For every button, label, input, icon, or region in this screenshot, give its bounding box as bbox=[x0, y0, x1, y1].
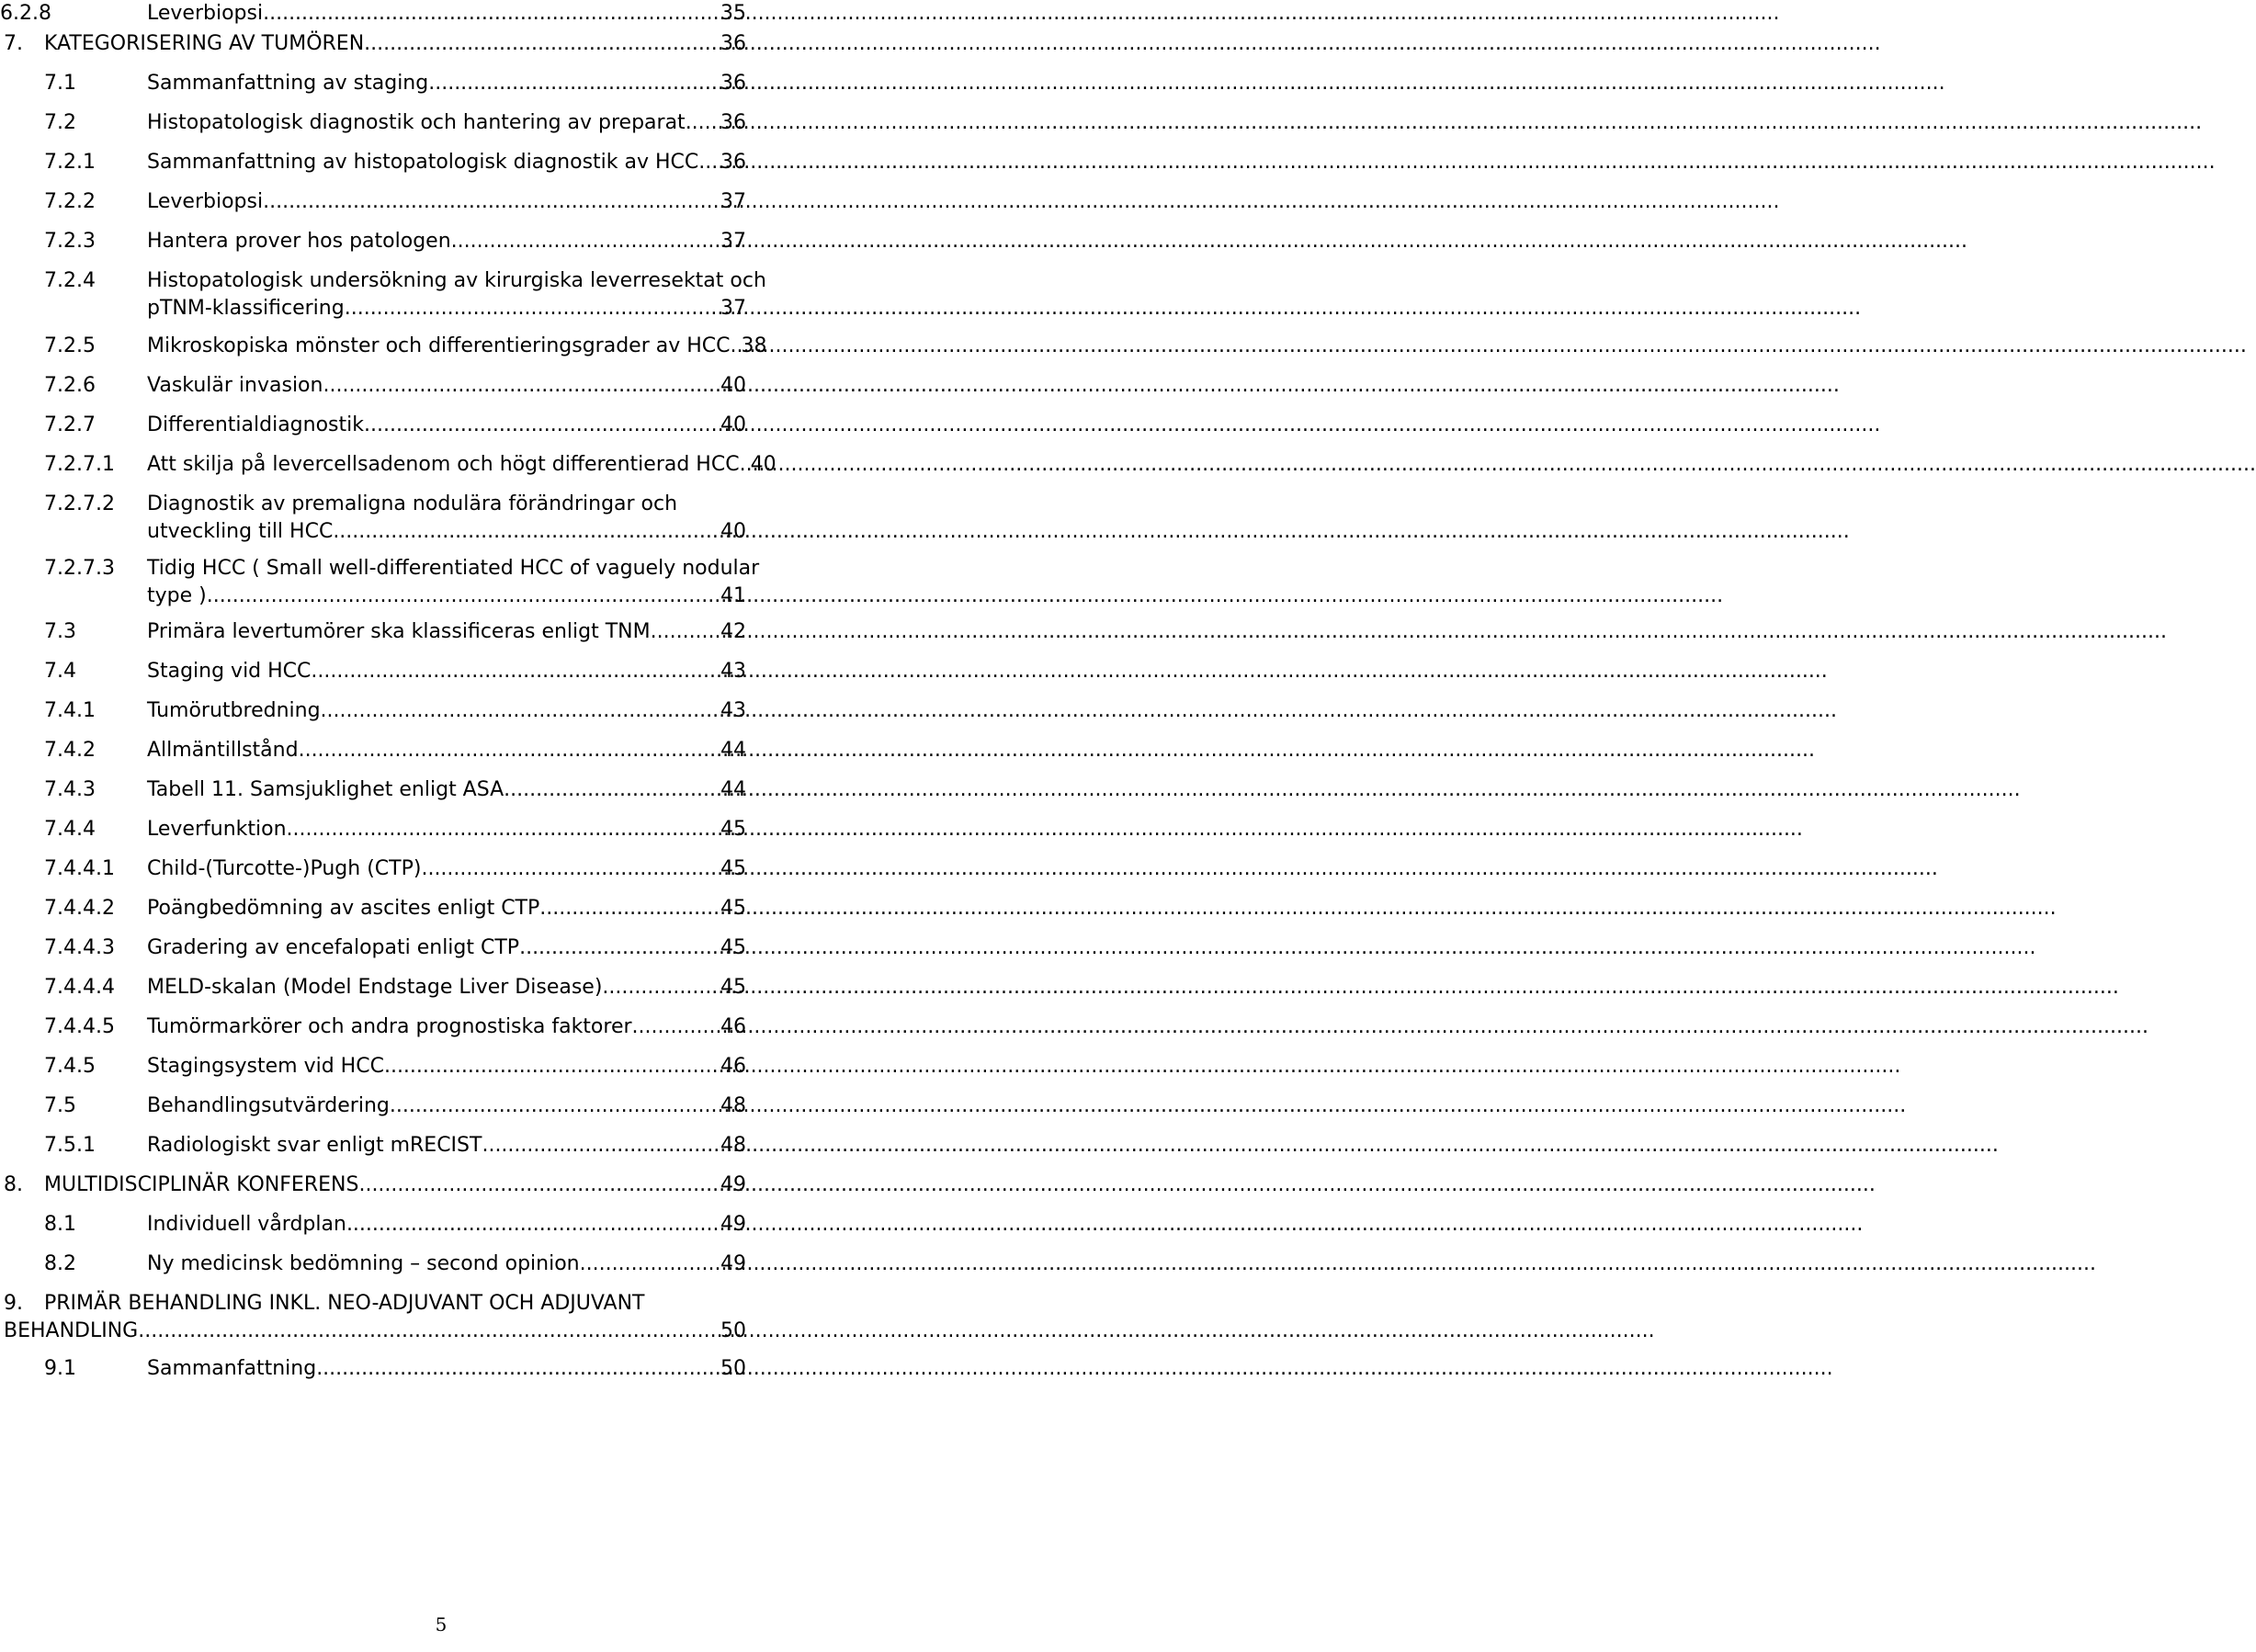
toc-entry-title: MELD-skalan (Model Endstage Liver Disease) bbox=[147, 976, 603, 999]
toc-entry-number: 7.5 bbox=[44, 1094, 76, 1117]
toc-entry-number: 7.4.4 bbox=[44, 818, 96, 841]
toc-entry-title: Gradering av encefalopati enligt CTP bbox=[147, 936, 520, 959]
toc-leader-dots bbox=[333, 518, 719, 546]
toc-entry[interactable] bbox=[44, 1053, 746, 1081]
toc-entry-number: 7. bbox=[4, 32, 23, 55]
toc-entry[interactable] bbox=[44, 1013, 746, 1041]
toc-leader-dots bbox=[390, 1092, 719, 1120]
table-of-contents bbox=[0, 0, 882, 1652]
toc-entry-title: Leverfunktion bbox=[147, 818, 287, 841]
toc-entry-page: 41 bbox=[720, 584, 746, 607]
toc-entry-page: 37 bbox=[720, 190, 746, 213]
toc-entry[interactable] bbox=[44, 618, 746, 646]
toc-entry-title: Individuell vårdplan bbox=[147, 1213, 346, 1236]
toc-entry[interactable] bbox=[44, 974, 746, 1001]
toc-entry-title: Radiologiskt svar enligt mRECIST bbox=[147, 1134, 482, 1157]
toc-entry-page: 50 bbox=[720, 1357, 746, 1380]
toc-entry-title: Att skilja på levercellsadenom och högt differentierad HCC bbox=[147, 453, 740, 476]
toc-entry-title: BEHANDLING bbox=[4, 1319, 139, 1342]
toc-entry-page: 45 bbox=[720, 976, 746, 999]
toc-entry[interactable] bbox=[44, 149, 746, 176]
toc-entry-page: 46 bbox=[720, 1015, 746, 1038]
toc-entry-page: 49 bbox=[720, 1173, 746, 1196]
toc-entry-page: 45 bbox=[720, 818, 746, 841]
toc-entry-title-line1: PRIMÄR BEHANDLING INKL. NEO-ADJUVANT OCH ADJUVANT bbox=[44, 1292, 645, 1315]
toc-entry-title: type ) bbox=[147, 584, 207, 607]
toc-entry[interactable] bbox=[44, 934, 746, 962]
toc-entry-number: 8.1 bbox=[44, 1213, 76, 1236]
toc-entry-title: Tabell 11. Samsjuklighet enligt ASA bbox=[147, 778, 504, 801]
toc-entry-page: 36 bbox=[720, 32, 746, 55]
toc-leader-dots bbox=[482, 1132, 719, 1160]
toc-entry-number: 7.2.5 bbox=[44, 334, 96, 357]
toc-entry-title: Behandlingsutvärdering bbox=[147, 1094, 390, 1117]
toc-entry[interactable] bbox=[44, 658, 746, 685]
toc-leader-dots bbox=[740, 451, 749, 479]
toc-leader-dots bbox=[731, 333, 740, 360]
toc-entry-page: 49 bbox=[720, 1213, 746, 1236]
toc-entry-number: 7.2.4 bbox=[44, 269, 96, 292]
toc-entry[interactable] bbox=[44, 333, 767, 360]
toc-entry-title: Tumörmarkörer och andra prognostiska faktorer bbox=[147, 1015, 632, 1038]
toc-entry[interactable] bbox=[44, 1250, 746, 1278]
toc-entry-number: 7.2.1 bbox=[44, 151, 96, 174]
toc-entry[interactable] bbox=[44, 412, 746, 439]
toc-entry-number: 7.2.7 bbox=[44, 413, 96, 436]
toc-leader-dots bbox=[287, 816, 719, 843]
toc-leader-dots bbox=[651, 618, 719, 646]
toc-entry[interactable] bbox=[4, 1171, 746, 1199]
toc-leader-dots bbox=[698, 149, 719, 176]
toc-entry-title-line1: Tidig HCC ( Small well-differentiated HCC of vaguely nodular bbox=[147, 557, 760, 580]
toc-entry-page: 43 bbox=[720, 699, 746, 722]
toc-entry-title: Hantera prover hos patologen bbox=[147, 230, 451, 253]
toc-entry[interactable] bbox=[44, 109, 746, 137]
toc-leader-dots bbox=[321, 697, 719, 725]
toc-entry-page: 40 bbox=[750, 453, 777, 476]
toc-entry-title: Differentialdiagnostik bbox=[147, 413, 364, 436]
toc-leader-dots bbox=[263, 188, 719, 216]
toc-entry[interactable] bbox=[44, 776, 746, 804]
toc-entry-number: 7.3 bbox=[44, 620, 76, 643]
toc-entry-title: Sammanfattning av histopatologisk diagnostik av HCC bbox=[147, 151, 699, 174]
toc-entry-number: 7.4.4.3 bbox=[44, 936, 115, 959]
toc-leader-dots bbox=[138, 1318, 719, 1345]
toc-leader-dots bbox=[686, 109, 719, 137]
toc-entry-title: Mikroskopiska mönster och differentieringsgrader av HCC bbox=[147, 334, 731, 357]
toc-entry-page: 49 bbox=[720, 1252, 746, 1275]
toc-entry-number: 7.4 bbox=[44, 660, 76, 683]
toc-entry[interactable] bbox=[4, 30, 746, 58]
toc-entry[interactable] bbox=[44, 737, 746, 764]
toc-leader-dots bbox=[428, 70, 719, 97]
toc-entry-page: 40 bbox=[720, 520, 746, 543]
toc-entry-page: 36 bbox=[720, 72, 746, 95]
toc-leader-dots bbox=[316, 1355, 719, 1383]
toc-entry-number: 7.2.3 bbox=[44, 230, 96, 253]
toc-entry[interactable] bbox=[44, 1092, 746, 1120]
toc-entry-number: 7.4.3 bbox=[44, 778, 96, 801]
toc-entry-page: 42 bbox=[720, 620, 746, 643]
toc-entry-title-line1: Histopatologisk undersökning av kirurgiska leverresektat och bbox=[147, 269, 766, 292]
toc-entry-number: 7.4.4.2 bbox=[44, 897, 115, 920]
toc-entry[interactable] bbox=[44, 188, 746, 216]
toc-leader-dots bbox=[311, 658, 719, 685]
toc-entry[interactable] bbox=[44, 228, 746, 255]
toc-leader-dots bbox=[519, 934, 719, 962]
toc-leader-dots bbox=[580, 1250, 719, 1278]
toc-entry-number: 7.5.1 bbox=[44, 1134, 96, 1157]
toc-entry-title: Sammanfattning av staging bbox=[147, 72, 429, 95]
toc-entry[interactable] bbox=[0, 0, 746, 28]
toc-entry-page: 48 bbox=[720, 1134, 746, 1157]
toc-entry[interactable] bbox=[44, 895, 746, 922]
toc-entry-page: 37 bbox=[720, 230, 746, 253]
toc-entry-page: 40 bbox=[720, 413, 746, 436]
toc-entry-title: Allmäntillstånd bbox=[147, 739, 299, 762]
toc-entry-title: Histopatologisk diagnostik och hantering av preparat bbox=[147, 111, 686, 134]
toc-entry-title: pTNM-klassificering bbox=[147, 297, 345, 320]
toc-entry-number: 7.2.7.3 bbox=[44, 557, 115, 580]
toc-entry-number: 7.2.2 bbox=[44, 190, 96, 213]
page-number: 5 bbox=[435, 1613, 448, 1635]
toc-entry[interactable] bbox=[44, 451, 777, 479]
toc-leader-dots bbox=[323, 372, 719, 400]
toc-leader-dots bbox=[539, 895, 719, 922]
toc-entry-title: Staging vid HCC bbox=[147, 660, 312, 683]
toc-entry[interactable] bbox=[44, 1211, 746, 1239]
toc-entry-title: Poängbedömning av ascites enligt CTP bbox=[147, 897, 540, 920]
toc-entry-number: 8. bbox=[4, 1173, 23, 1196]
toc-entry-number: 7.4.4.5 bbox=[44, 1015, 115, 1038]
toc-entry-number: 7.4.1 bbox=[44, 699, 96, 722]
toc-entry-page: 40 bbox=[720, 374, 746, 397]
toc-entry-page: 36 bbox=[720, 111, 746, 134]
toc-entry-title: Tumörutbredning bbox=[147, 699, 321, 722]
toc-entry[interactable] bbox=[44, 816, 746, 843]
toc-entry-title: Leverbiopsi bbox=[147, 190, 264, 213]
toc-entry-title-line1: Diagnostik av premaligna nodulära förändringar och bbox=[147, 492, 678, 515]
toc-entry-title: Sammanfattning bbox=[147, 1357, 317, 1380]
toc-entry-title: Primära levertumörer ska klassificeras enligt TNM bbox=[147, 620, 651, 643]
toc-leader-dots bbox=[632, 1013, 719, 1041]
toc-leader-dots bbox=[504, 776, 719, 804]
toc-leader-dots bbox=[421, 855, 719, 883]
toc-entry[interactable] bbox=[44, 70, 746, 97]
toc-entry-page: 43 bbox=[720, 660, 746, 683]
toc-entry-title: Leverbiopsi bbox=[147, 2, 264, 25]
toc-leader-dots bbox=[364, 412, 719, 439]
toc-entry-page: 37 bbox=[720, 297, 746, 320]
toc-entry-title: KATEGORISERING AV TUMÖREN bbox=[44, 32, 365, 55]
toc-entry-number: 7.4.5 bbox=[44, 1055, 96, 1078]
toc-leader-dots bbox=[299, 737, 719, 764]
toc-entry-page: 45 bbox=[720, 857, 746, 880]
toc-entry[interactable] bbox=[44, 267, 766, 322]
toc-entry[interactable] bbox=[44, 697, 746, 725]
toc-entry-page: 38 bbox=[741, 334, 767, 357]
toc-entry-number: 7.1 bbox=[44, 72, 76, 95]
toc-entry-title: Vaskulär invasion bbox=[147, 374, 323, 397]
toc-entry-number: 9. bbox=[4, 1292, 23, 1315]
toc-entry-page: 44 bbox=[720, 778, 746, 801]
toc-entry-page: 50 bbox=[720, 1319, 746, 1342]
toc-entry-page: 45 bbox=[720, 897, 746, 920]
toc-entry[interactable] bbox=[44, 555, 760, 610]
toc-entry[interactable] bbox=[44, 372, 746, 400]
toc-leader-dots bbox=[451, 228, 719, 255]
toc-entry[interactable] bbox=[44, 855, 746, 883]
toc-entry-page: 48 bbox=[720, 1094, 746, 1117]
toc-entry-number: 7.4.4.4 bbox=[44, 976, 115, 999]
toc-entry-number: 7.2.7.1 bbox=[44, 453, 115, 476]
toc-entry-title: utveckling till HCC bbox=[147, 520, 334, 543]
toc-entry-page: 44 bbox=[720, 739, 746, 762]
toc-leader-dots bbox=[346, 1211, 719, 1239]
toc-entry-number: 7.4.4.1 bbox=[44, 857, 115, 880]
toc-entry-title: MULTIDISCIPLINÄR KONFERENS bbox=[44, 1173, 359, 1196]
toc-leader-dots bbox=[602, 974, 719, 1001]
toc-entry-number: 7.2.7.2 bbox=[44, 492, 115, 515]
toc-entry-page: 35 bbox=[720, 2, 746, 25]
toc-leader-dots bbox=[384, 1053, 719, 1081]
toc-leader-dots bbox=[207, 583, 719, 610]
toc-entry[interactable] bbox=[44, 1355, 746, 1383]
toc-entry-number: 9.1 bbox=[44, 1357, 76, 1380]
toc-entry-title: Child-(Turcotte-)Pugh (CTP) bbox=[147, 857, 422, 880]
toc-entry-title: Ny medicinsk bedömning – second opinion bbox=[147, 1252, 580, 1275]
toc-entry-number: 7.4.2 bbox=[44, 739, 96, 762]
toc-entry-number: 6.2.8 bbox=[0, 2, 51, 25]
toc-entry-page: 45 bbox=[720, 936, 746, 959]
toc-entry-page: 46 bbox=[720, 1055, 746, 1078]
toc-entry-number: 8.2 bbox=[44, 1252, 76, 1275]
toc-entry-number: 7.2.6 bbox=[44, 374, 96, 397]
toc-entry-number: 7.2 bbox=[44, 111, 76, 134]
toc-entry[interactable] bbox=[44, 491, 746, 546]
toc-entry[interactable] bbox=[4, 1290, 746, 1345]
toc-leader-dots bbox=[364, 30, 719, 58]
toc-leader-dots bbox=[263, 0, 719, 28]
toc-entry-page: 36 bbox=[720, 151, 746, 174]
toc-leader-dots bbox=[358, 1171, 719, 1199]
toc-entry[interactable] bbox=[44, 1132, 746, 1160]
toc-entry-title: Stagingsystem vid HCC bbox=[147, 1055, 384, 1078]
toc-leader-dots bbox=[345, 295, 719, 322]
